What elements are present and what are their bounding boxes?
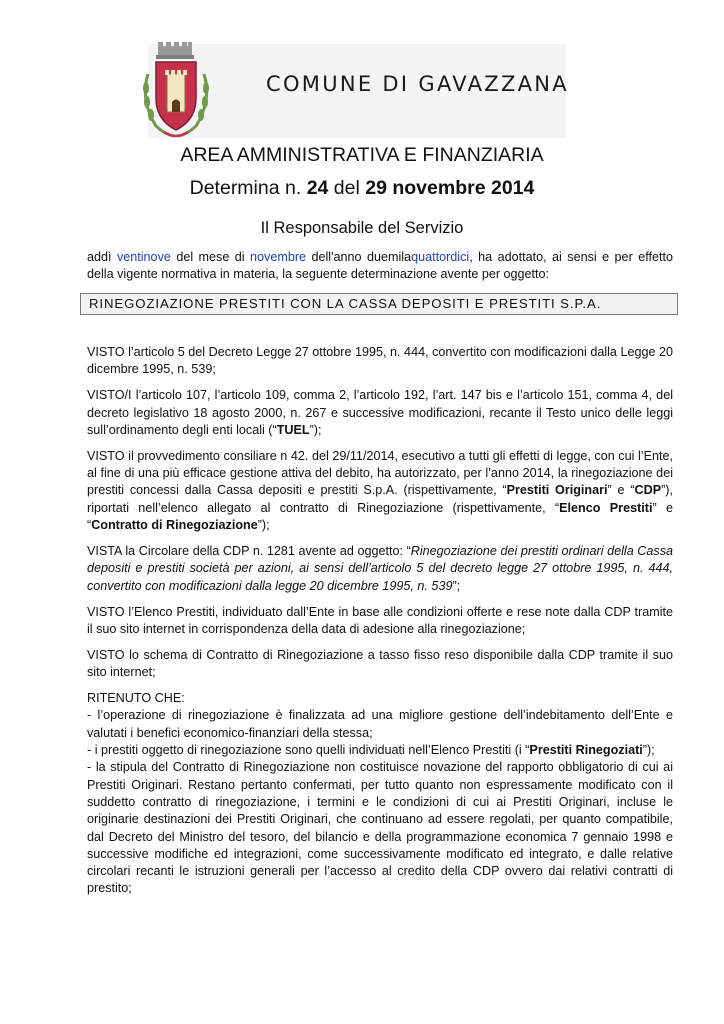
text: ”; [452, 578, 461, 593]
text: VISTA la Circolare della CDP n. 1281 avente ad oggetto: “ [87, 544, 411, 559]
paragraph-visto-dl: VISTO l’articolo 5 del Decreto Legge 27 ottobre 1995, n. 444, convertito con modificazioni dalla Legge 20 dicembre 1995, n. 539; [87, 345, 673, 377]
determina-title [0, 177, 724, 200]
subject-text: RINEGOZIAZIONE PRESTITI CON LA CASSA DEPOSITI E PRESTITI S.P.A. [89, 296, 602, 311]
area-title: AREA AMMINISTRATIVA E FINANZIARIA [180, 144, 544, 166]
intro-paragraph [87, 249, 673, 284]
determina-prefix: Determina n. [189, 177, 307, 199]
paragraph-visto-provvedimento [87, 448, 673, 534]
text: ”); [642, 743, 655, 758]
text: ”), riportati nell’elenco allegato al contratto di Rinegoziazione (rispettivamente, “ [87, 483, 673, 515]
text: - i prestiti oggetto di rinegoziazione sono quelli individuati nell’Elenco Prestiti (i “ [87, 743, 530, 758]
bold-term: Prestiti Rinegoziati [529, 743, 643, 758]
intro-day: ventinove [116, 250, 171, 264]
text: ” e “ [87, 500, 673, 533]
subject-box [80, 293, 678, 315]
bold-term: Elenco Prestiti [559, 500, 653, 515]
paragraph-visto-elenco: VISTO l’Elenco Prestiti, individuato dall’Ente in base alle condizioni offerte e rese note dalla CDP tramite il suo sito internet in corrispondenza della data di adesione alla rinegoziazione; [87, 604, 673, 636]
paragraph-visto-schema: VISTO lo schema di Contratto di Rinegoziazione a tasso fisso reso disponibile dalla CDP tramite il suo sito internet; [87, 647, 673, 680]
determina-date: 29 novembre 2014 [365, 177, 535, 199]
text: ” e “ [607, 483, 635, 498]
ritenuto-heading: RITENUTO CHE: [87, 691, 185, 706]
text: ”); [309, 422, 322, 437]
determina-mid: del [328, 177, 366, 199]
ritenuto-item-2 [87, 742, 673, 759]
paragraph-vista-circolare [87, 543, 673, 595]
coat-of-arms-icon [138, 40, 214, 142]
text: VISTO/I l’articolo 107, l’articolo 109, comma 2, l’articolo 192, l’art. 147 bis e l’articolo 151, comma 4, del decreto legislativo 18 agosto 2000, n. 267 e successive modificazioni, recante il Testo unico delle leggi sull’ordinamento degli enti locali (“ [87, 388, 673, 437]
italic-title: Rinegoziazione dei prestiti ordinari della Cassa depositi e prestiti società per azioni, ai sensi dell’articolo 5 del decreto legge 27 ottobre 1995, n. 444, convertito con modificazioni dalla legge 20 dicembre 1995, n. 539 [87, 544, 673, 593]
ritenuto-item-3: - la stipula del Contratto di Rinegoziazione non costituisce novazione del rapporto obbligatorio di cui ai Prestiti Originari. Restano pertanto confermati, per tutto quanto non espressamente modificato con il suddetto contratto di rinegoziazione, i termini e le condizioni di cui ai Prestiti Originari, incluse le originarie destinazioni dei Prestiti Originari, che continuano ad essere regolati, per quanto compatibile, dal Decreto del Ministro del tesoro, del bilancio e della programmazione economica 7 gennaio 1998 e successive modifiche ed integrazioni, come successivamente modificato ed integrato, e dalle relative circolari recanti le istruzioni generali per l’accesso al credito della CDP ovvero dai relativi contratti di prestito; [87, 760, 673, 896]
bold-term: CDP [634, 483, 662, 498]
intro-text: dell'anno duemila [306, 250, 412, 264]
bold-term: TUEL [276, 422, 310, 437]
intro-year: quattordici [411, 250, 470, 264]
determina-number: 24 [306, 177, 329, 199]
text: VISTO il provvedimento consiliare n 42. del 29/11/2014, esecutivo a tutti gli effetti di legge, con cui l’Ente, al fine di una più efficace gestione attiva del debito, ha autorizzato, per l’anno 2014, la rinegoziazione dei prestiti concessi dalla Cassa depositi e prestiti S.p.A. (rispettivamente, “ [87, 448, 673, 498]
responsabile-heading: Il Responsabile del Servizio [260, 219, 464, 237]
intro-text: addì [87, 250, 117, 264]
ritenuto-item-1: - l’operazione di rinegoziazione è finalizzata ad una migliore gestione dell’indebitamento dell’Ente e valutati i benefici economico-finanziari della stessa; [87, 708, 673, 740]
intro-month: novembre [250, 250, 307, 264]
comune-name: COMUNE DI GAVAZZANA [266, 72, 569, 96]
document-body [87, 344, 673, 898]
text: ”); [257, 518, 270, 533]
paragraph-visto-tuel [87, 387, 673, 439]
intro-text: del mese di [170, 250, 251, 264]
bold-term: Contratto di Rinegoziazione [91, 518, 258, 533]
bold-term: Prestiti Originari [506, 483, 608, 498]
intro-text: , ha adottato, ai sensi e per effetto della vigente normativa in materia, la seguente determinazione avente per oggetto: [87, 250, 673, 282]
